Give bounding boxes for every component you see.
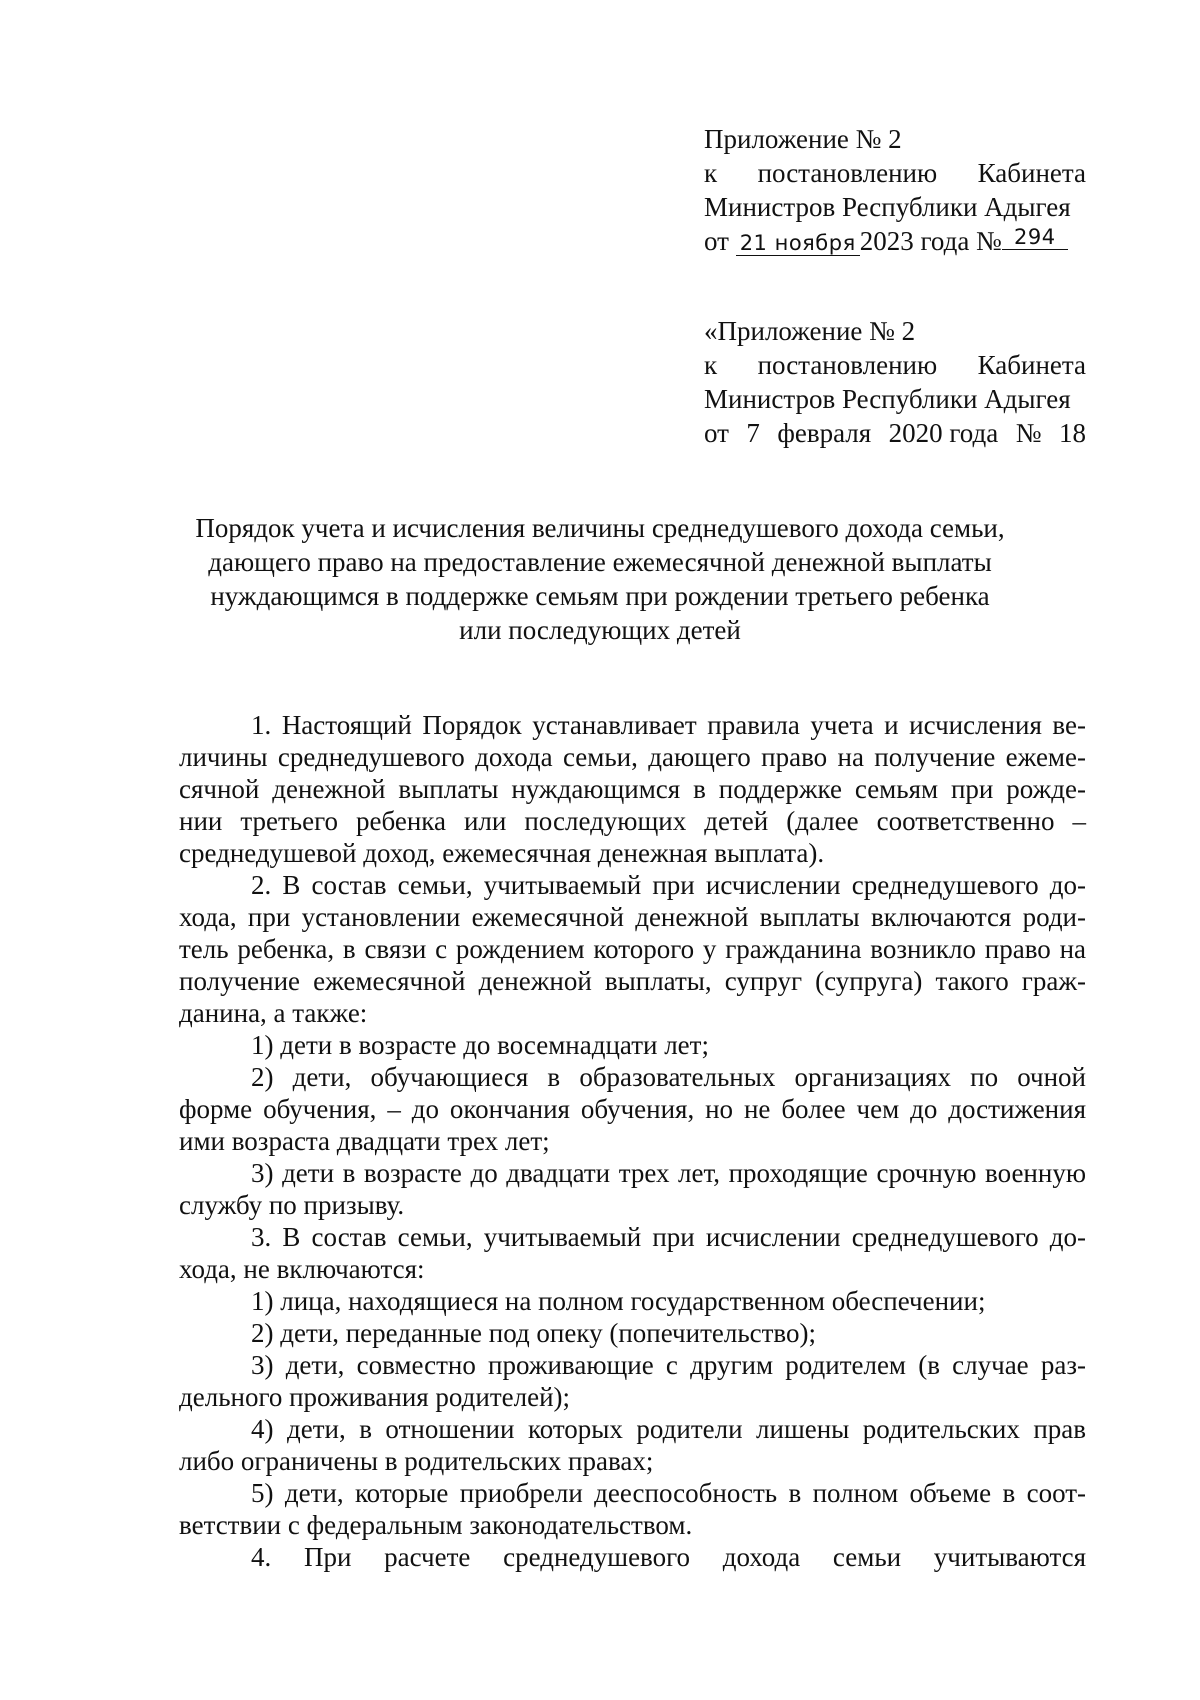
appendix-header-original [704,314,1086,450]
document-body [179,709,1086,1573]
appendix-title: Приложение № 2 [704,124,902,154]
document-title [150,511,1050,647]
body-text-line: либо ограничены в родительских правах; [179,1446,654,1476]
body-text-line: 4) дети, в отношении которых родители лишены родительских прав [251,1414,1086,1444]
appendix-from-word: от [704,226,729,256]
body-text-line: ветствии с федеральным законодательством. [179,1510,693,1540]
body-text-line: службу по призыву. [179,1190,405,1220]
appendix-year: 2023 года № [859,226,1002,256]
body-text-line: 5) дети, которые приобрели дееспособность в полном объеме в соот- [251,1478,1086,1508]
appendix-cabinet-word: Кабинета [977,158,1086,188]
body-text-line: данина, а также: [179,998,368,1028]
body-text-line: 3) дети в возрасте до двадцати трех лет, проходящие срочную военную [251,1158,1086,1188]
body-text-line: 4. При расчете среднедушевого дохода семьи учитываются [251,1542,1086,1572]
body-text-line: форме обучения, – до окончания обучения, но не более чем до достижения [179,1094,1086,1124]
body-text-line: личины среднедушевого дохода семьи, дающего право на получение ежеме- [179,742,1086,772]
body-text-line: 3) дети, совместно проживающие с другим родителем (в случае раз- [251,1350,1086,1380]
appendix-month: февраля [777,418,872,448]
appendix-date-line [704,224,1086,258]
appendix-title: «Приложение № 2 [704,316,916,346]
handwritten-date: 21 ноября [736,231,860,256]
appendix-number: 18 [1058,418,1086,448]
appendix-date-line [704,416,1086,450]
body-text-line: нии третьего ребенка или последующих детей (далее соответственно – [179,806,1086,836]
title-line: Порядок учета и исчисления величины среднедушевого дохода семьи, [195,513,1005,543]
appendix-to-word: к [704,350,718,380]
body-text-line: хода, при установлении ежемесячной денежной выплаты включаются роди- [179,902,1086,932]
handwritten-number: 294 [1002,225,1068,250]
appendix-ministry: Министров Республики Адыгея [704,192,1071,222]
body-text-line: 1) дети в возрасте до восемнадцати лет; [251,1030,709,1060]
body-text-line: сячной денежной выплаты нуждающимся в поддержке семьям при рожде- [179,774,1086,804]
body-text-line: 2) дети, обучающиеся в образовательных организациях по очной [251,1062,1086,1092]
appendix-ministry: Министров Республики Адыгея [704,384,1071,414]
body-text-line: 1) лица, находящиеся на полном государственном обеспечении; [251,1286,986,1316]
appendix-resolution-line [704,156,1086,190]
body-text-line: тель ребенка, в связи с рождением которого у гражданина возникло право на [179,934,1086,964]
body-text-line: ими возраста двадцати трех лет; [179,1126,550,1156]
body-text-line: среднедушевой доход, ежемесячная денежная выплата). [179,838,825,868]
appendix-day: 7 [746,418,760,448]
body-text-line: хода, не включаются: [179,1254,425,1284]
body-text-line: получение ежемесячной денежной выплаты, супруг (супруга) такого граж- [179,966,1086,996]
title-line: дающего право на предоставление ежемесячной денежной выплаты [208,547,992,577]
appendix-resolution-word: постановлению [757,158,938,188]
title-line: или последующих детей [459,615,741,645]
body-text-line: 3. В состав семьи, учитываемый при исчислении среднедушевого до- [251,1222,1086,1252]
body-text-line: дельного проживания родителей); [179,1382,571,1412]
appendix-resolution-line [704,348,1086,382]
appendix-year: 2020 года [888,418,999,448]
appendix-header-current [704,122,1086,258]
appendix-number-sign: № [1015,418,1042,448]
body-text-line: 1. Настоящий Порядок устанавливает правила учета и исчисления ве- [251,710,1086,740]
appendix-to-word: к [704,158,718,188]
body-text-line: 2. В состав семьи, учитываемый при исчислении среднедушевого до- [251,870,1086,900]
body-text-line: 2) дети, переданные под опеку (попечительство); [251,1318,816,1348]
appendix-resolution-word: постановлению [757,350,938,380]
title-line: нуждающимся в поддержке семьям при рождении третьего ребенка [210,581,990,611]
appendix-from-word: от [704,418,729,448]
appendix-cabinet-word: Кабинета [977,350,1086,380]
